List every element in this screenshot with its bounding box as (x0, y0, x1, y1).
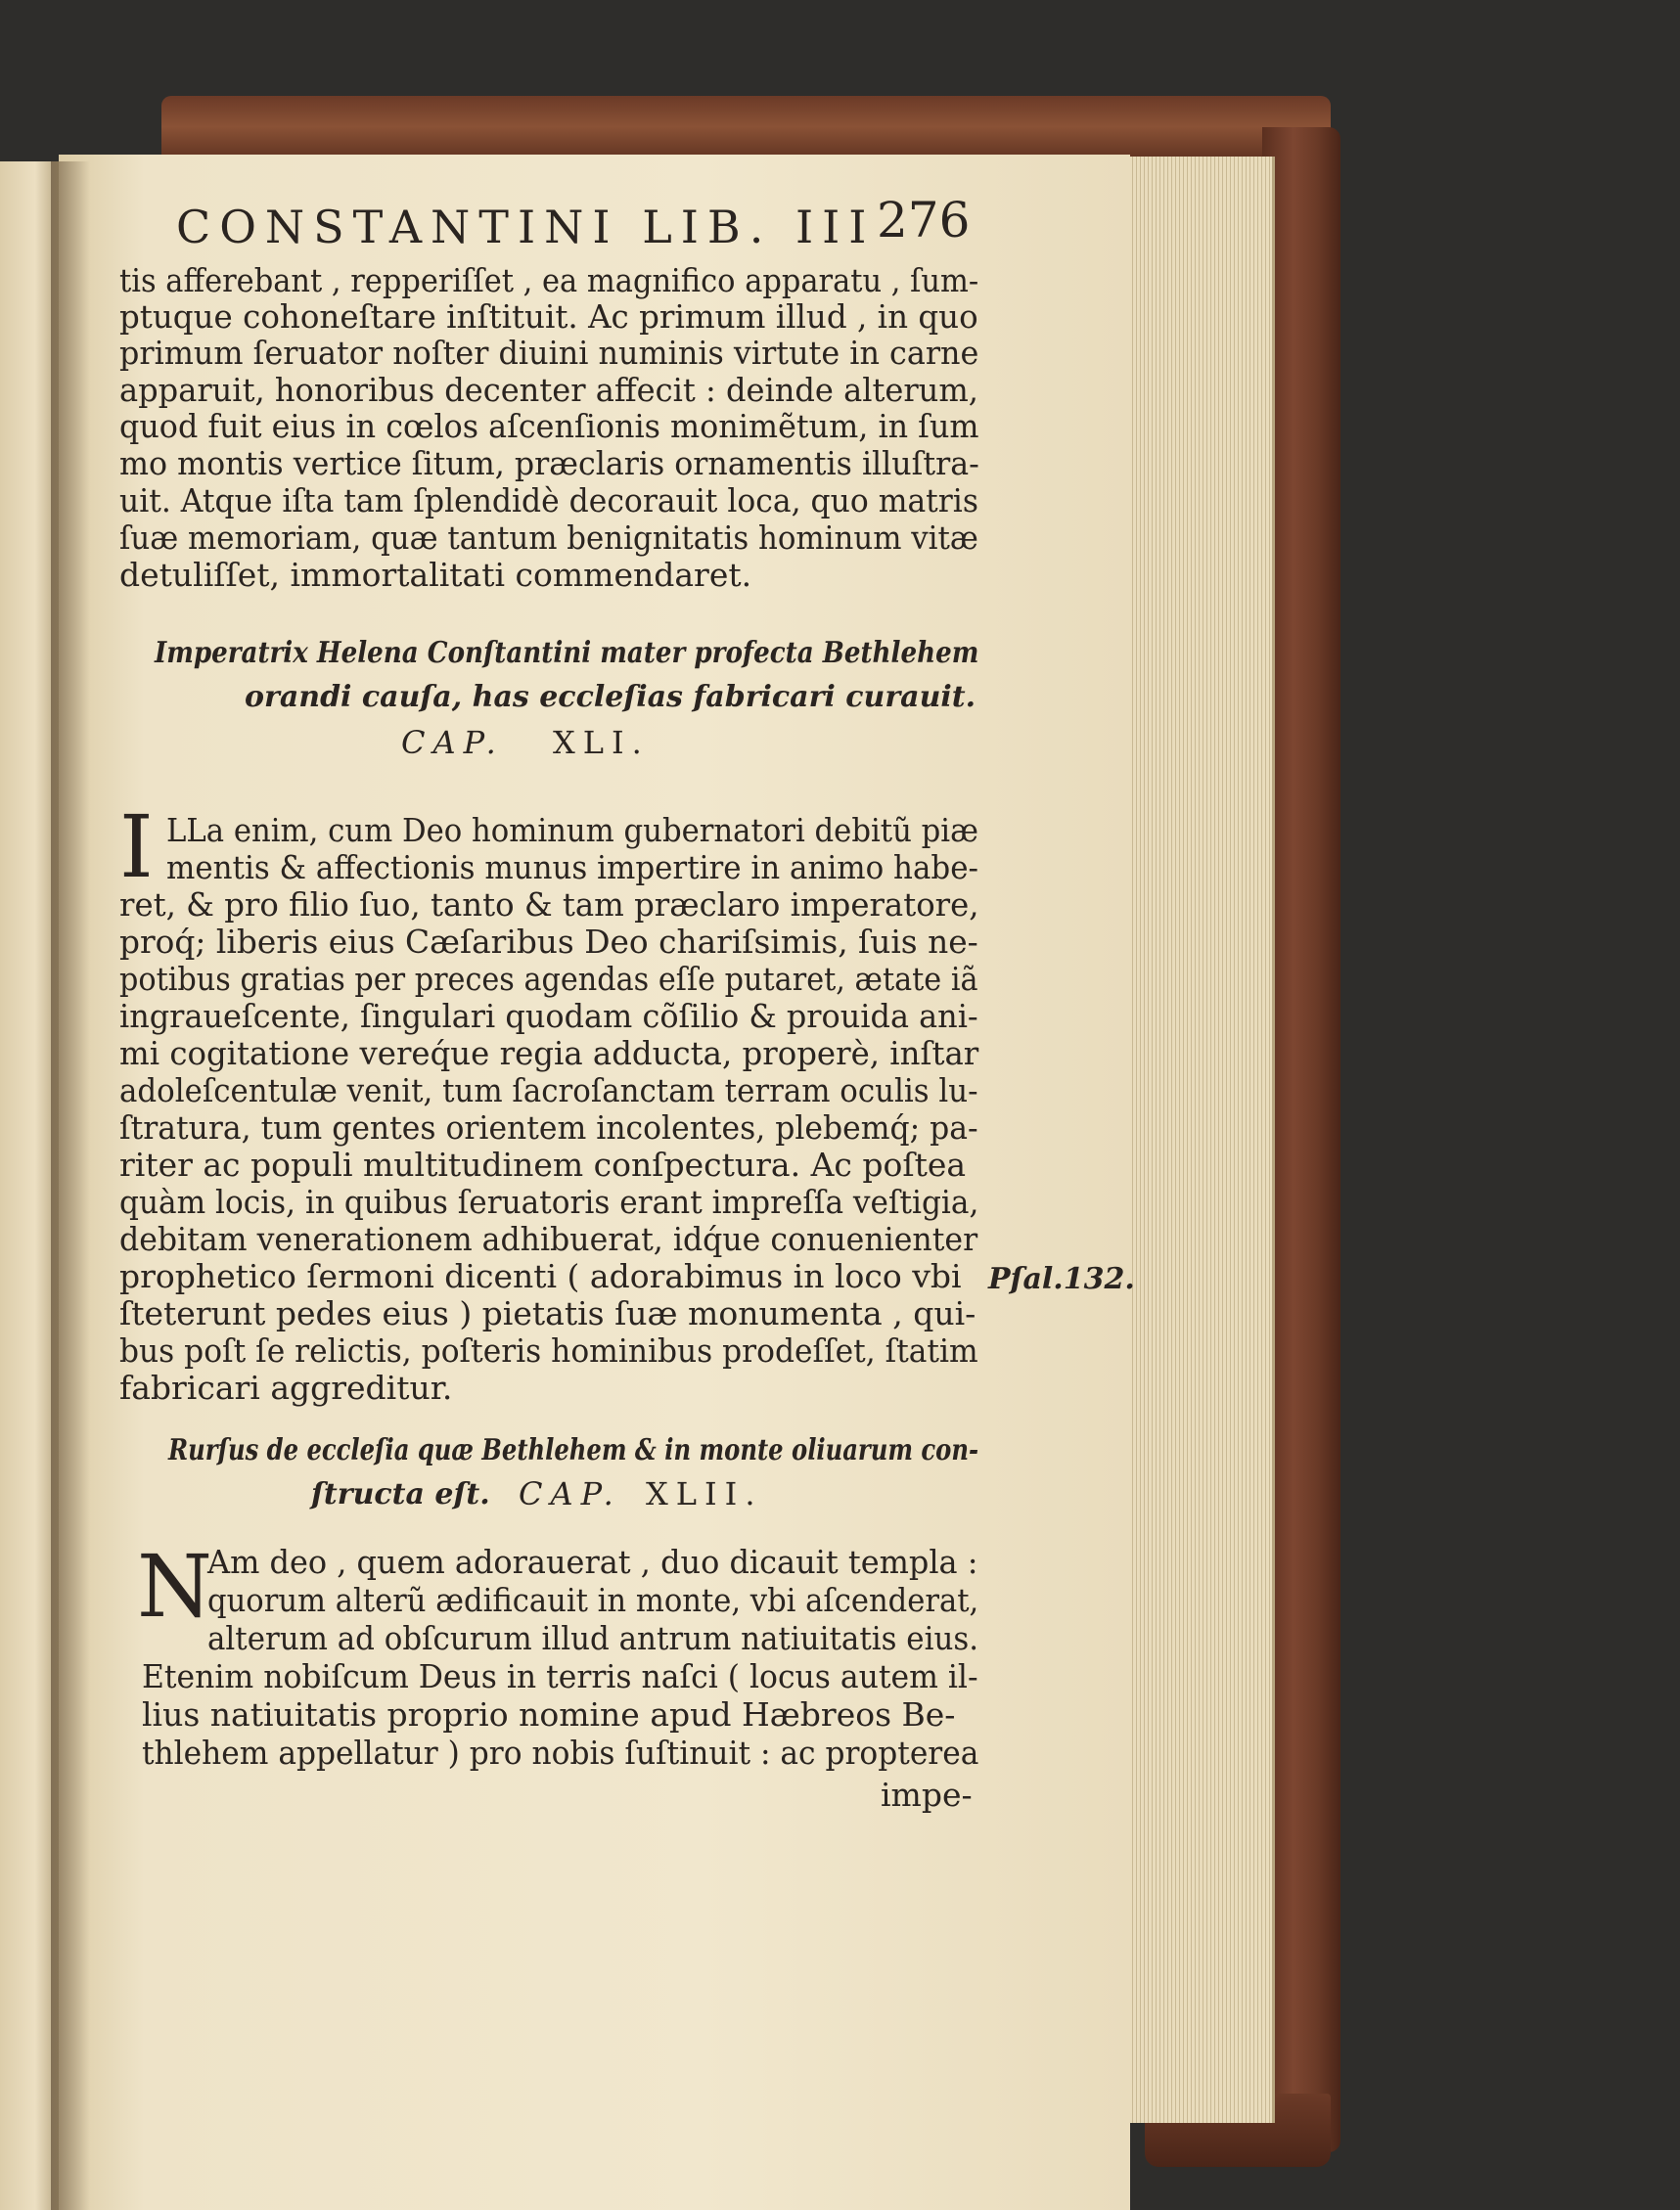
text-line: Etenim nobiſcum Deus in terris naſci ( locus autem il- (142, 1657, 978, 1695)
margin-note: Pſal.132. (988, 1262, 1135, 1296)
chapter-42-heading-line-2: ſtructa eſt. (311, 1477, 490, 1511)
text-line: tis afferebant , repperiſſet , ea magnifico apparatu , ſum- (119, 261, 979, 299)
gutter-shadow (51, 161, 90, 2210)
facing-page (0, 161, 59, 2210)
text-line: potibus gratias per preces agendas eſſe putaret, ætate iã (119, 960, 978, 998)
text-line: debitam venerationem adhibuerat, idq́ue conuenienter (119, 1220, 978, 1258)
text-line: bus poſt ſe relictis, poſteris hominibus prodeſſet, ſtatim (119, 1331, 978, 1370)
chapter-41-cap-label: CAP. (401, 724, 504, 761)
text-line: mentis & affectionis munus impertire in animo habe- (166, 848, 978, 886)
text-line: mo montis vertice ſitum, præclaris ornamentis illuſtra- (119, 444, 979, 482)
chapter-41-heading-line-1: Imperatrix Helena Conſtantini mater profecta Bethlehem (155, 636, 979, 670)
running-head: CONSTANTINI LIB. III (176, 201, 876, 253)
chapter-41-cap-number: XLI. (553, 724, 650, 761)
text-line: ret, & pro filio ſuo, tanto & tam præclaro imperatore, (119, 885, 979, 924)
text-line: quod fuit eius in cœlos aſcenſionis monimẽtum, in ſum (119, 407, 979, 445)
text-line: primum ſeruator noſter diuini numinis virtute in carne (119, 334, 979, 372)
text-line: ingraueſcente, ſingulari quodam cõſilio & prouida ani- (119, 997, 978, 1035)
text-line: ſuæ memoriam, quæ tantum benignitatis hominum vitæ (119, 519, 978, 557)
text-line: detuliſſet, immortalitati commendaret. (119, 556, 752, 594)
page-number: 276 (877, 192, 971, 248)
chapter-42-cap-label: CAP. (519, 1475, 621, 1512)
text-line: fabricari aggreditur. (119, 1369, 453, 1407)
chapter-42-heading-line-1: Rurſus de eccleſia quæ Bethlehem & in monte oliuarum con- (168, 1433, 979, 1467)
text-line: quorum alterũ ædificauit in monte, vbi aſcenderat, (207, 1581, 979, 1619)
text-line: lius natiuitatis proprio nomine apud Hæbreos Be- (142, 1695, 956, 1734)
text-line: uit. Atque iſta tam ſplendidè decorauit loca, quo matris (119, 481, 978, 519)
catchword: impe- (881, 1776, 973, 1814)
text-line: mi cogitatione vereq́ue regia adducta, properè, inſtar (119, 1034, 979, 1072)
text-line: riter ac populi multitudinem conſpectura. Ac poſtea (119, 1146, 967, 1184)
text-line: adoleſcentulæ venit, tum ſacroſanctam terram oculis lu- (119, 1071, 978, 1109)
chapter-42-cap-number: XLII. (646, 1475, 763, 1512)
page-block-edges (1125, 157, 1275, 2123)
text-line: ſteterunt pedes eius ) pietatis ſuæ monumenta , qui- (119, 1294, 976, 1332)
text-line: quàm locis, in quibus ſeruatoris erant impreſſa veſtigia, (119, 1183, 979, 1221)
text-line: alterum ad obſcurum illud antrum natiuitatis eius. (207, 1619, 979, 1657)
text-line: ptuque cohoneſtare inſtituit. Ac primum illud , in quo (119, 297, 978, 336)
text-line: prophetico ſermoni dicenti ( adorabimus in loco vbi (119, 1257, 962, 1295)
text-line: Am deo , quem adorauerat , duo dicauit templa : (207, 1543, 978, 1581)
text-line: ſtratura, tum gentes orientem incolentes, plebemq́; pa- (119, 1108, 978, 1147)
text-line: proq́; liberis eius Cæſaribus Deo chariſsimis, ſuis ne- (119, 923, 978, 961)
drop-cap: I (119, 796, 154, 897)
text-line: thlehem appellatur ) pro nobis ſuſtinuit : ac propterea (142, 1734, 979, 1772)
text-line: apparuit, honoribus decenter affecit : deinde alterum, (119, 371, 978, 409)
text-line: LLa enim, cum Deo hominum gubernatori debitũ piæ (166, 811, 978, 849)
chapter-41-heading-line-2: orandi cauſa, has eccleſias fabricari curauit. (245, 680, 976, 714)
drop-cap: N (137, 1536, 212, 1637)
